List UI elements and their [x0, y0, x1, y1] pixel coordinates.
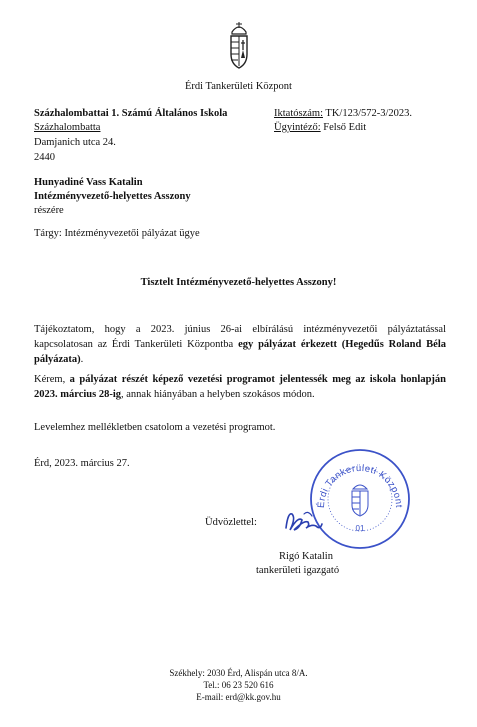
paragraph-1-end: . — [80, 354, 84, 365]
stamp-crest-icon — [352, 485, 368, 516]
footer-phone: Tel.: 06 23 520 616 — [203, 680, 274, 690]
file-number-row — [274, 107, 412, 121]
institution-header: Érdi Tankerületi Központ — [185, 81, 292, 92]
place-date: Érd, 2023. március 27. — [34, 458, 130, 469]
addressee-suffix: részére — [34, 205, 64, 216]
hungarian-coat-of-arms-icon — [226, 20, 252, 70]
salutation: Tisztelt Intézményvezető-helyettes Asszony! — [140, 277, 337, 288]
signer-name: Rigó Katalin — [279, 551, 333, 562]
subject-text: Intézményvezetői pályázat ügye — [64, 228, 200, 239]
paragraph-2-bold: a pályázat részét képező vezetési programot jelentessék meg az iskola honlapján 2023. március 28-ig — [34, 374, 446, 400]
paragraph-1 — [34, 322, 446, 367]
subject-line — [34, 227, 200, 241]
addressee-name: Hunyadiné Vass Katalin — [34, 177, 143, 188]
file-number-label: Iktatószám: — [274, 108, 323, 119]
officer-label: Ügyintéző: — [274, 122, 321, 133]
footer-email[interactable]: E-mail: erd@kk.gov.hu — [196, 692, 281, 702]
recipient-city: Százhalombatta — [34, 122, 101, 133]
addressee-title: Intézményvezető-helyettes Asszony — [34, 191, 191, 202]
officer-row — [274, 121, 366, 135]
paragraph-1-text: Tájékoztatom, hogy a 2023. június 26-ai elbírálású intézményvezetői pályáztatással kapcsolatosan az Érdi Tankerületi Központba — [34, 324, 446, 350]
paragraph-2-text: Kérem, — [34, 374, 66, 385]
paragraph-3: Levelemhez mellékletben csatolom a vezetési programot. — [34, 422, 276, 433]
recipient-street: Damjanich utca 24. — [34, 137, 116, 148]
officer-name: Felső Edit — [323, 122, 367, 133]
stamp-number: 01 — [355, 524, 365, 533]
paragraph-2-end: , annak hiányában a helyben szokásos módon. — [121, 389, 315, 400]
handwritten-signature — [282, 506, 326, 538]
file-number-value: TK/123/572-3/2023. — [325, 108, 413, 119]
recipient-postcode: 2440 — [34, 152, 55, 163]
paragraph-1-bold: egy pályázat érkezett (Hegedűs Roland Béla pályázata) — [34, 339, 446, 365]
closing-greeting: Üdvözlettel: — [205, 517, 257, 528]
recipient-school: Százhalombattai 1. Számú Általános Iskola — [34, 108, 228, 119]
paragraph-2 — [34, 372, 446, 402]
signer-title: tankerületi igazgató — [256, 565, 340, 576]
stamp-text: Érdi Tankerületi Központ — [315, 462, 405, 509]
subject-label: Tárgy: — [34, 228, 62, 239]
footer-address: Székhely: 2030 Érd, Alispán utca 8/A. — [169, 668, 308, 678]
